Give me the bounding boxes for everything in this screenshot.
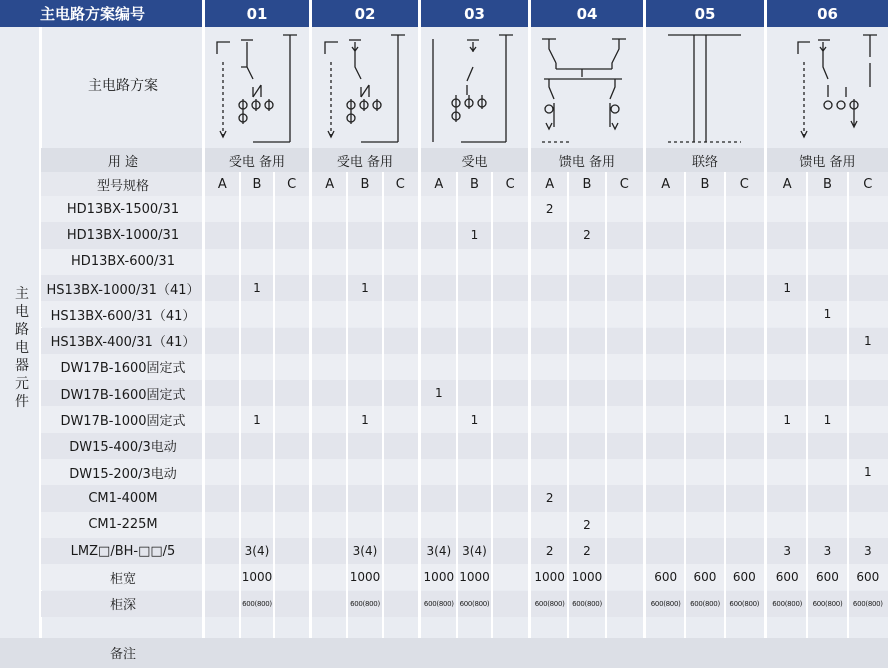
width-value: 1000 xyxy=(459,570,490,585)
depth-value: 600(800) xyxy=(350,599,380,608)
circuit-diagram-02 xyxy=(313,27,417,147)
usage-cell: 联络 xyxy=(691,154,718,170)
model-value: 1 xyxy=(823,412,832,427)
col-letter: B xyxy=(582,176,592,192)
width-value: 1000 xyxy=(349,570,381,585)
model-value: 1 xyxy=(823,307,832,322)
model-value: 1 xyxy=(361,281,369,296)
model-name: DW17B-1600固定式 xyxy=(60,387,186,403)
col-letter: A xyxy=(325,176,335,192)
model-name: CM1-400M xyxy=(88,490,158,506)
col-letter: B xyxy=(470,176,479,192)
group-divider xyxy=(309,0,312,638)
model-value: 1 xyxy=(783,281,791,296)
usage-cell: 受电 备用 xyxy=(228,154,286,170)
model-value: 3 xyxy=(783,544,791,559)
model-name: HD13BX-1500/31 xyxy=(66,201,180,217)
scheme-header: 02 xyxy=(312,0,418,27)
model-name: LMZ□/BH-□□/5 xyxy=(70,543,176,559)
model-label: 型号规格 xyxy=(96,178,149,194)
model-value: 2 xyxy=(545,202,554,217)
model-value: 1 xyxy=(783,412,791,427)
model-value: 2 xyxy=(583,544,591,559)
group-divider xyxy=(643,0,646,638)
depth-value: 600(800) xyxy=(812,599,843,608)
width-value: 600 xyxy=(856,570,880,585)
scheme-header: 03 xyxy=(421,0,528,27)
model-value: 3(4) xyxy=(352,544,378,559)
depth-value: 600(800) xyxy=(423,599,454,608)
col-letter: C xyxy=(395,176,405,192)
depth-value: 600(800) xyxy=(459,599,490,608)
col-letter: A xyxy=(545,176,555,192)
width-value: 1000 xyxy=(241,570,273,585)
circuit-label: 主电路方案 xyxy=(88,78,158,94)
model-name: DW15-200/3电动 xyxy=(69,466,177,482)
side-label: 主电路电器元件 xyxy=(15,286,29,410)
model-value: 2 xyxy=(545,544,554,559)
usage-label: 用 途 xyxy=(107,154,139,170)
width-value: 1000 xyxy=(534,570,565,585)
model-name: HS13BX-400/31（41） xyxy=(50,335,196,351)
depth-value: 600(800) xyxy=(772,599,803,608)
width-value: 600 xyxy=(654,570,678,585)
model-value: 1 xyxy=(864,465,872,480)
col-letter: B xyxy=(823,176,832,192)
model-value: 1 xyxy=(864,333,872,348)
model-value: 1 xyxy=(435,386,443,401)
col-letter: A xyxy=(217,176,227,192)
model-name: CM1-225M xyxy=(88,517,158,533)
model-value: 3(4) xyxy=(426,544,452,559)
width-value: 600 xyxy=(732,570,756,585)
usage-cell: 受电 备用 xyxy=(336,154,394,170)
circuit-diagram-03 xyxy=(421,27,525,147)
model-value: 1 xyxy=(361,412,369,427)
depth-label: 柜深 xyxy=(109,598,136,614)
usage-cell: 受电 xyxy=(461,154,488,170)
width-value: 600 xyxy=(816,570,839,585)
col-letter: C xyxy=(739,176,749,192)
col-letter: B xyxy=(360,176,370,192)
circuit-diagram-05 xyxy=(646,27,764,147)
col-letter: C xyxy=(619,176,629,192)
model-name: HD13BX-1000/31 xyxy=(66,227,180,243)
depth-value: 600(800) xyxy=(690,599,720,608)
model-value: 3 xyxy=(864,544,872,559)
model-value: 1 xyxy=(253,412,261,427)
model-value: 2 xyxy=(583,228,591,243)
col-letter: C xyxy=(287,176,297,192)
model-value: 2 xyxy=(545,491,554,506)
usage-cell: 馈电 备用 xyxy=(558,154,616,170)
model-value: 1 xyxy=(253,281,261,296)
depth-value: 600(800) xyxy=(572,599,602,608)
model-name: DW17B-1000固定式 xyxy=(60,414,186,430)
col-letter: A xyxy=(782,176,792,192)
col-letter: A xyxy=(434,176,444,192)
model-name: HS13BX-1000/31（41） xyxy=(46,282,200,298)
model-value: 3 xyxy=(823,544,832,559)
width-value: 600 xyxy=(775,570,799,585)
circuit-diagram-04 xyxy=(532,27,642,147)
width-label: 柜宽 xyxy=(109,571,136,587)
depth-value: 600(800) xyxy=(242,599,272,608)
col-letter: C xyxy=(505,176,515,192)
col-letter: B xyxy=(252,176,262,192)
circuit-diagram-01 xyxy=(205,27,309,147)
width-value: 600 xyxy=(693,570,717,585)
model-name: DW17B-1600固定式 xyxy=(60,361,186,377)
model-name: DW15-400/3电动 xyxy=(69,440,177,456)
scheme-header: 06 xyxy=(767,0,888,27)
col-letter: A xyxy=(661,176,671,192)
header-title: 主电路方案编号 xyxy=(0,0,203,27)
model-value: 3(4) xyxy=(244,544,270,559)
depth-value: 600(800) xyxy=(534,599,565,608)
width-value: 1000 xyxy=(571,570,603,585)
width-value: 1000 xyxy=(423,570,455,585)
model-value: 1 xyxy=(470,228,479,243)
scheme-header: 01 xyxy=(205,0,309,27)
notes-label: 备注 xyxy=(109,646,136,662)
model-name: HS13BX-600/31（41） xyxy=(50,308,196,324)
model-value: 3(4) xyxy=(462,544,487,559)
scheme-header: 04 xyxy=(531,0,643,27)
depth-value: 600(800) xyxy=(729,599,760,608)
usage-cell: 馈电 备用 xyxy=(799,154,856,170)
scheme-header: 05 xyxy=(646,0,764,27)
depth-value: 600(800) xyxy=(852,599,883,608)
circuit-diagram-06 xyxy=(768,27,888,147)
model-value: 2 xyxy=(583,517,591,532)
col-letter: B xyxy=(700,176,710,192)
model-value: 1 xyxy=(470,412,479,427)
depth-value: 600(800) xyxy=(650,599,681,608)
col-letter: C xyxy=(863,176,873,192)
model-name: HD13BX-600/31 xyxy=(71,254,175,270)
